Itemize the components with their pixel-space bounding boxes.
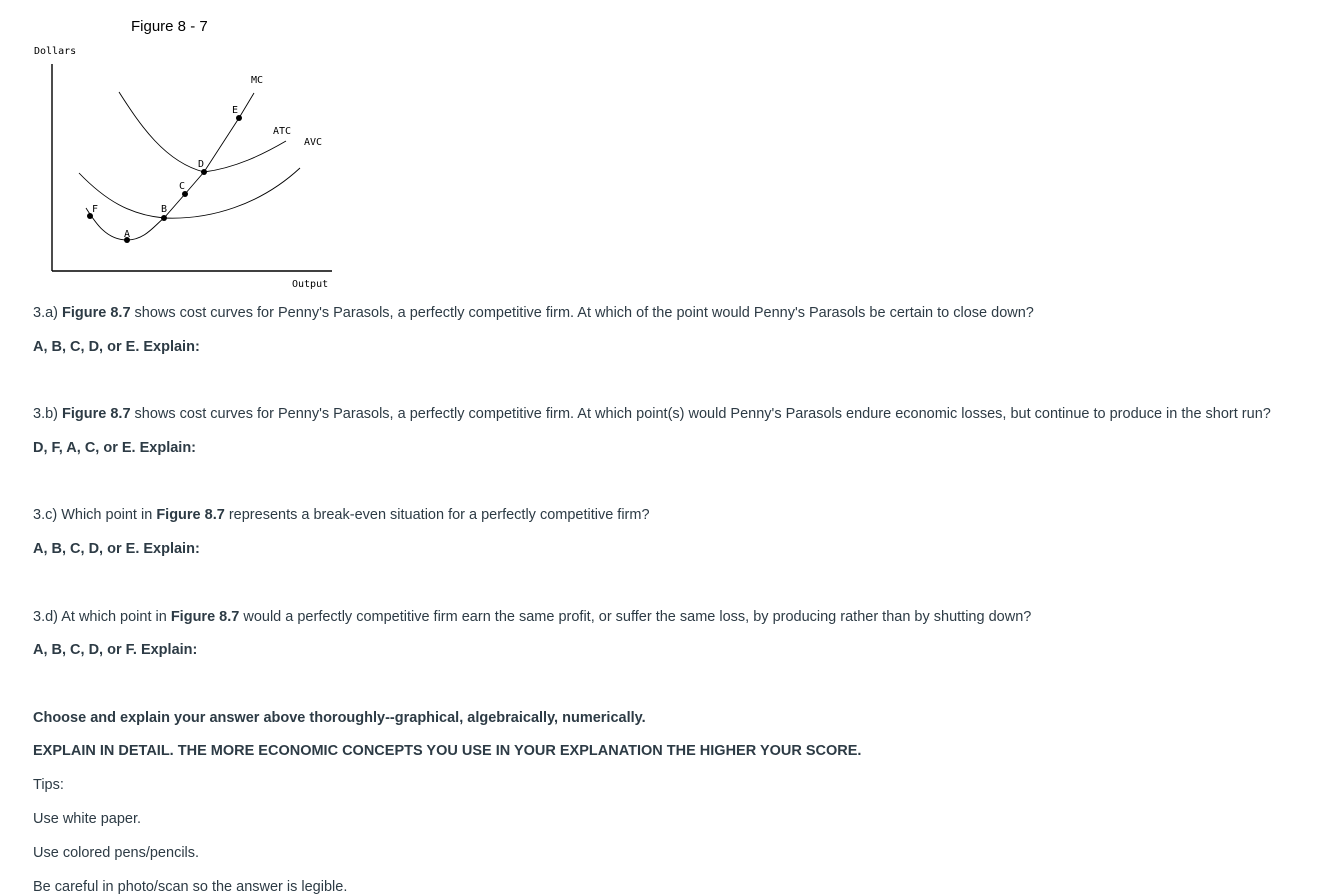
tips-label: Tips:	[33, 777, 64, 793]
y-axis-label: Dollars	[34, 46, 77, 57]
instructions-line-2: EXPLAIN IN DETAIL. THE MORE ECONOMIC CONCEPTS YOU USE IN YOUR EXPLANATION THE HIGHER YOUR SCORE.	[33, 743, 862, 759]
avc-label: AVC	[304, 137, 323, 148]
q3c-choices: A, B, C, D, or E. Explain:	[33, 541, 200, 557]
q3c-text: 3.c) Which point in Figure 8.7 represents a break-even situation for a perfectly competitive firm?	[33, 507, 650, 523]
point-b-label: B	[161, 204, 168, 215]
point-b	[161, 215, 167, 221]
point-c-label: C	[179, 181, 186, 192]
q3a-choices: A, B, C, D, or E. Explain:	[33, 339, 200, 355]
figure-reference: Figure 8.7	[170, 609, 240, 625]
x-axis-label: Output	[292, 279, 329, 290]
cost-curves-figure	[0, 0, 360, 300]
figure-reference: Figure 8.7	[62, 305, 131, 321]
tip-legible-scan: Be careful in photo/scan so the answer is legible.	[33, 879, 348, 895]
tip-white-paper: Use white paper.	[33, 811, 142, 827]
point-e-label: E	[232, 105, 239, 116]
q3d-choices: A, B, C, D, or F. Explain:	[33, 642, 198, 658]
figure-title: Figure 8 - 7	[131, 18, 208, 35]
q3a-text: 3.a) Figure 8.7 shows cost curves for Penny's Parasols, a perfectly competitive firm. At which of the point would Penny's Parasols be certain to close down?	[33, 305, 1034, 321]
point-d-label: D	[198, 159, 205, 170]
q3b-choices: D, F, A, C, or E. Explain:	[33, 440, 197, 456]
instructions-line-1: Choose and explain your answer above thoroughly--graphical, algebraically, numerically.	[33, 710, 646, 726]
mc-label: MC	[251, 75, 264, 86]
avc-curve	[79, 168, 300, 218]
atc-label: ATC	[273, 126, 292, 137]
point-f-label: F	[92, 204, 99, 215]
tip-colored-pens: Use colored pens/pencils.	[33, 845, 200, 861]
cost-curves-graph	[0, 0, 360, 300]
figure-reference: Figure 8.7	[156, 507, 225, 523]
q3d-text: 3.d) At which point in Figure 8.7 would a perfectly competitive firm earn the same profit, or suffer the same loss, by producing rather than by shutting down?	[33, 609, 1032, 625]
figure-reference: Figure 8.7	[62, 406, 131, 422]
q3b-text: 3.b) Figure 8.7 shows cost curves for Penny's Parasols, a perfectly competitive firm. At which point(s) would Penny's Parasols endure economic losses, but continue to produce in the short run?	[33, 406, 1271, 422]
point-a-label: A	[124, 229, 131, 240]
